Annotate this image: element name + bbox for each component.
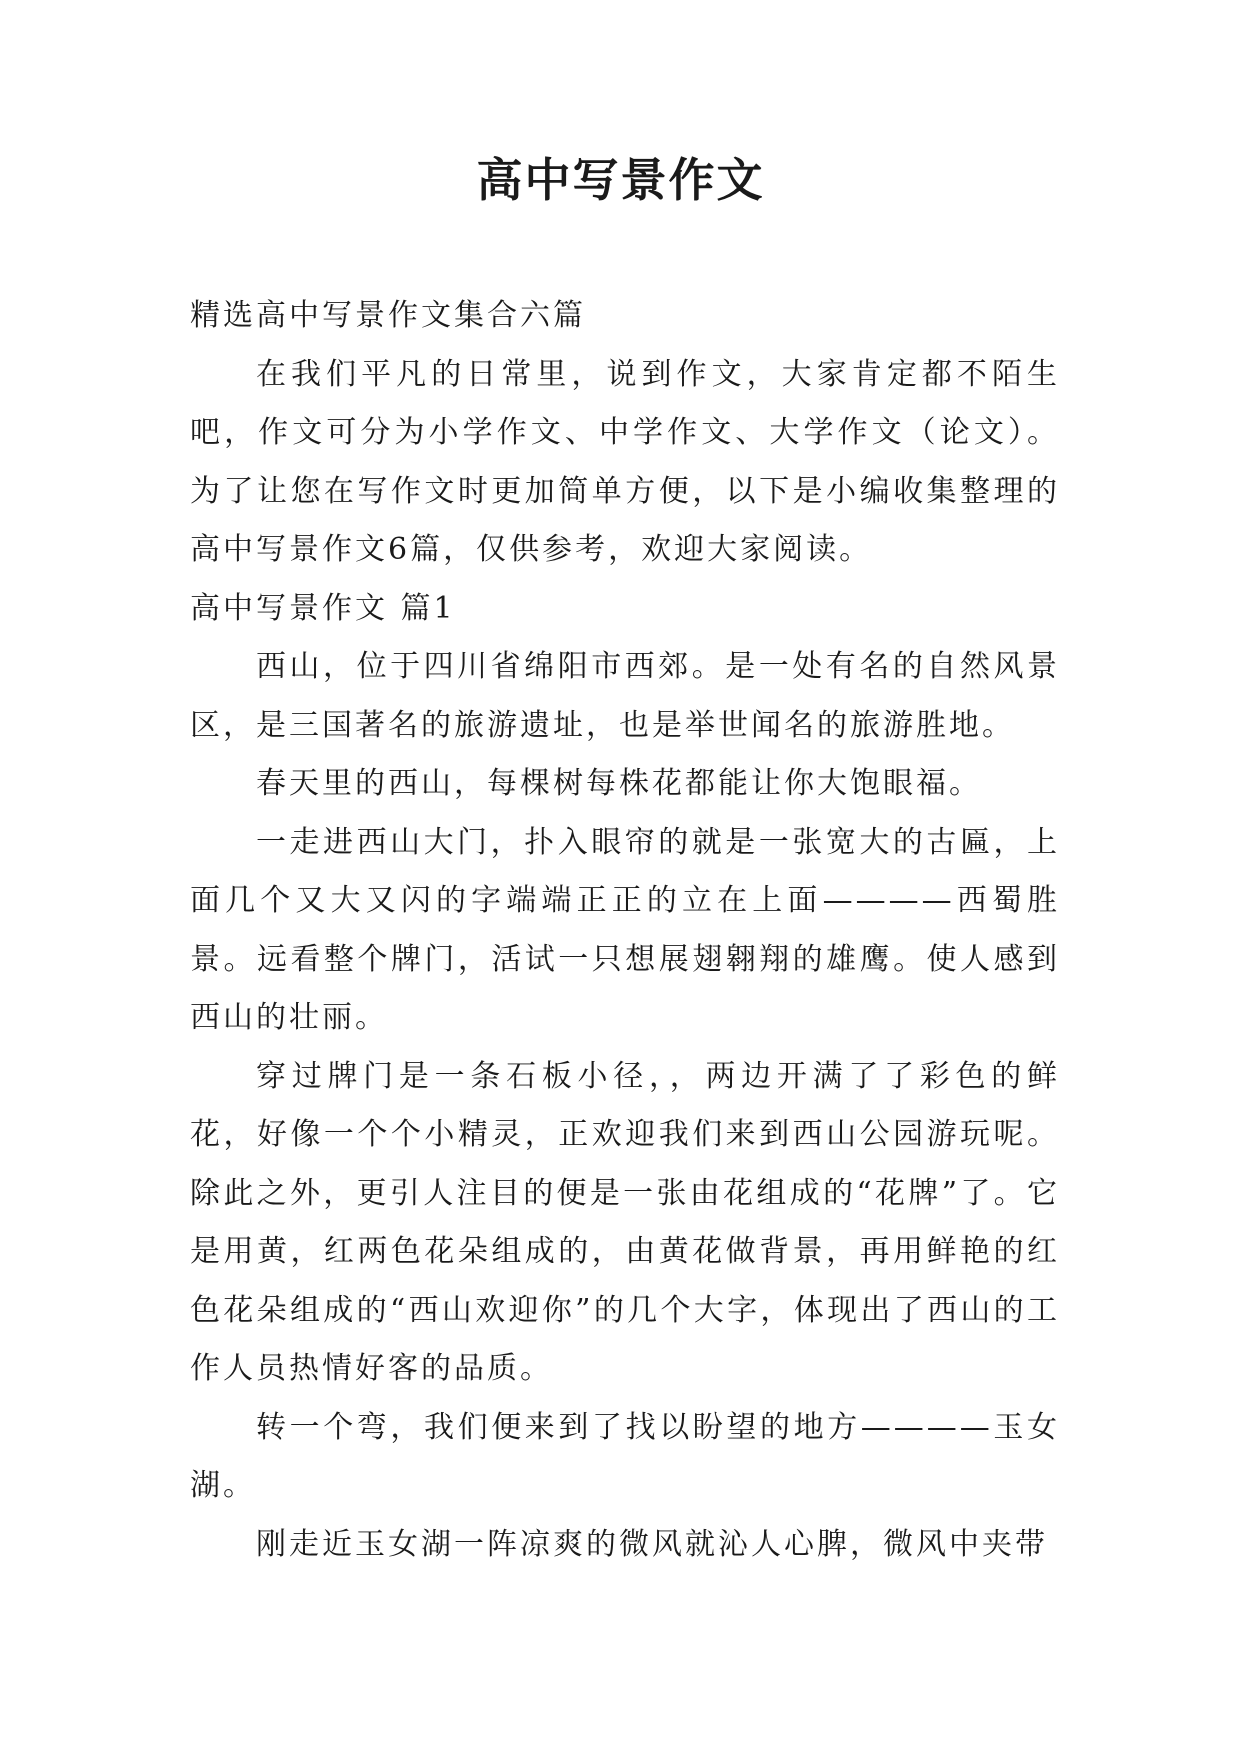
subtitle-paragraph: 精选高中写景作文集合六篇	[190, 298, 586, 333]
intro-paragraph: 在我们平凡的日常里，说到作文，大家肯定都不陌生吧，作文可分为小学作文、中学作文、大学作文（论文）。为了让您在写作文时更加简单方便，以下是小编收集整理的高中写景作文6篇，仅供参考，欢迎大家阅读。	[190, 356, 1060, 567]
body-paragraph: 西山，位于四川省绵阳市西郊。是一处有名的自然风景区，是三国著名的旅游遗址，也是举世闻名的旅游胜地。	[190, 649, 1060, 743]
section-heading: 高中写景作文 篇1	[190, 590, 456, 626]
body-paragraph: 转一个弯，我们便来到了找以盼望的地方————玉女湖。	[190, 1409, 1060, 1503]
document-body	[190, 287, 1060, 1574]
document-title: 高中写景作文	[476, 153, 765, 207]
body-paragraph: 刚走近玉女湖一阵凉爽的微风就沁人心脾，微风中夹带	[256, 1526, 1048, 1562]
body-paragraph: 春天里的西山，每棵树每株花都能让你大饱眼福。	[256, 766, 982, 801]
body-paragraph: 一走进西山大门，扑入眼帘的就是一张宽大的古匾，上面几个又大又闪的字端端正正的立在上面————西蜀胜景。远看整个牌门，活试一只想展翅翱翔的雄鹰。使人感到西山的壮丽。	[190, 824, 1060, 1035]
body-paragraph: 穿过牌门是一条石板小径，，两边开满了了彩色的鲜花，好像一个个小精灵，正欢迎我们来到西山公园游玩呢。除此之外，更引人注目的便是一张由花组成的“花牌”了。它是用黄，红两色花朵组成的，由黄花做背景，再用鲜艳的红色花朵组成的“西山欢迎你”的几个大字，体现出了西山的工作人员热情好客的品质。	[190, 1058, 1060, 1386]
